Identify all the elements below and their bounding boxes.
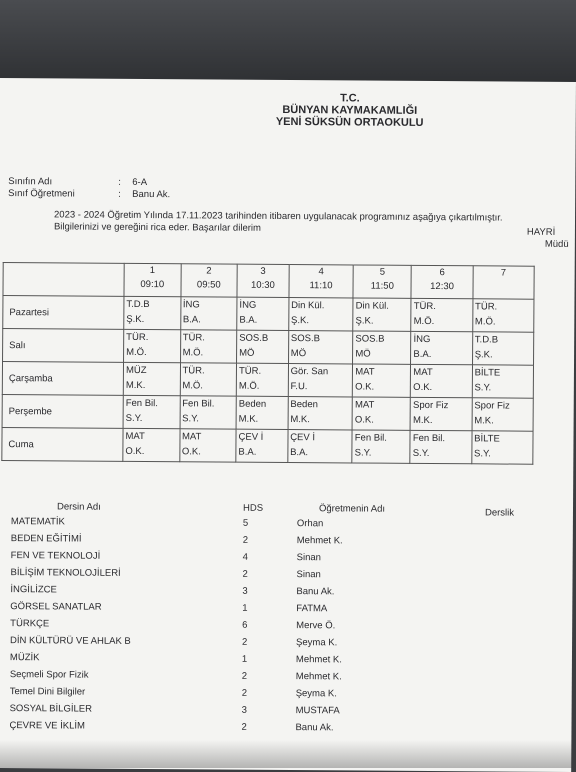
note-line-1: 2023 - 2024 Öğretim Yılında 17.11.2023 tarihinden itibaren uygulanacak programınız aşağıya çıkartılmıştır. [54,209,503,223]
subject-hours: 1 [242,654,247,665]
day-name: Cuma [2,428,123,462]
period-time: 11:10 [291,279,351,293]
lesson-teacher: M.K. [239,412,286,427]
lesson-code: T.D.B [475,332,531,347]
lesson-teacher: O.K. [355,379,408,394]
document-page [0,78,576,772]
lesson-cell [411,298,473,331]
lesson-cell [123,395,180,428]
col-hours-header: HDS [243,503,263,514]
lesson-teacher: M.K. [290,412,350,427]
header-line-3: YENİ SÜKSÜN ORTAOKULU [250,116,450,129]
lesson-cell [236,396,288,429]
subject-hours: 2 [243,535,248,546]
lesson-code: Fen Bil. [182,396,234,411]
lesson-code: MAT [125,429,177,444]
lesson-teacher: B.A. [238,445,285,460]
subject-row [0,720,572,741]
signer-name: HAYRİ [527,227,555,238]
lesson-cell [123,428,180,461]
lesson-teacher: Ş.K. [356,313,409,328]
lesson-cell [411,364,473,397]
class-info [8,176,147,188]
colon: : [118,177,132,188]
lesson-teacher: S.Y. [126,411,178,426]
subject-name: BEDEN EĞİTİMİ [11,533,82,544]
lesson-cell [180,396,237,429]
lesson-code: Fen Bil. [355,430,408,445]
lesson-code: TÜR. [182,363,234,378]
schedule-row [3,296,534,333]
period-number: 5 [356,265,409,279]
period-time: 09:10 [127,278,179,292]
lesson-teacher: MÖ [291,346,351,361]
lesson-code: İNG [413,332,469,347]
subject-hours: 3 [242,705,247,716]
lesson-teacher: M.K. [126,378,178,393]
period-header [353,265,411,298]
subject-name: BİLİŞİM TEKNOLOJİLERİ [11,567,121,579]
lesson-code: T.D.B [126,297,178,312]
subject-hours: 2 [242,671,247,682]
lesson-code: TÜR. [475,299,531,314]
lesson-cell [352,397,410,430]
lesson-code: Beden [239,397,286,412]
period-header [124,263,181,296]
bottom-shadow [0,740,576,768]
subject-name: ÇEVRE VE İKLİM [9,720,85,732]
lesson-cell [472,332,534,365]
day-name: Salı [3,329,124,363]
lesson-cell [411,331,473,364]
lesson-teacher: Ş.K. [126,312,178,327]
lesson-teacher: O.K. [182,444,234,459]
class-label: Sınıfın Adı [8,176,118,188]
subject-name: DİN KÜLTÜRÜ VE AHLAK B [10,635,131,647]
lesson-cell [180,330,237,363]
period-number: 4 [291,265,351,279]
lesson-code: Fen Bil. [413,431,469,446]
lesson-cell [410,430,472,463]
colon: : [118,189,132,200]
period-header [237,264,289,297]
period-time: 10:30 [240,279,287,293]
lesson-teacher: B.A. [239,313,286,328]
lesson-code: MAT [355,364,408,379]
lesson-cell [288,331,353,364]
lesson-teacher: M.K. [413,413,469,428]
period-time: 11:50 [356,279,409,293]
subject-hours: 5 [243,518,248,529]
lesson-code: SOS.B [355,331,408,346]
subject-name: MATEMATİK [11,516,65,527]
lesson-teacher: M.Ö. [182,378,234,393]
header-line-1: T.C. [250,92,450,105]
day-name: Pazartesi [3,296,124,330]
period-header [289,265,354,298]
lesson-code: BİLTE [475,365,531,380]
lesson-cell [237,297,289,330]
subject-hours: 2 [243,569,248,580]
subject-hours: 1 [242,603,247,614]
lesson-teacher: Ş.K. [475,347,531,362]
lesson-cell [124,296,181,329]
lesson-code: Fen Bil. [126,396,178,411]
lesson-teacher: B.A. [413,347,469,362]
schedule-table [1,262,534,465]
lesson-code: Beden [290,397,350,412]
subject-name: FEN VE TEKNOLOJİ [11,550,101,562]
subject-hours: 2 [242,637,247,648]
subject-teacher: FATMA [296,603,327,614]
teacher-label: Sınıf Öğretmeni [8,188,118,200]
lesson-cell [472,398,534,431]
teacher-value: Banu Ak. [132,189,170,200]
background-top [0,0,576,90]
lesson-teacher: M.K. [474,413,530,428]
lesson-code: TÜR. [239,364,286,379]
subject-hours: 2 [241,722,246,733]
period-number: 2 [183,264,235,278]
lesson-code: TÜR. [414,299,470,314]
lesson-code: TÜR. [126,330,178,345]
lesson-cell [236,363,288,396]
lesson-code: İNG [239,298,286,313]
lesson-teacher: S.Y. [355,445,408,460]
period-header [473,266,535,299]
lesson-cell [352,430,410,463]
lesson-cell [180,363,237,396]
lesson-cell [410,397,472,430]
subject-hours: 2 [242,688,247,699]
lesson-code: Spor Fiz [413,398,469,413]
lesson-code: MAT [355,397,408,412]
lesson-code: ÇEV İ [290,430,350,445]
lesson-teacher: M.Ö. [183,345,235,360]
lesson-cell [237,330,289,363]
document-header [250,92,450,129]
subject-teacher: Şeyma K. [296,637,337,648]
period-number: 6 [414,266,470,280]
lesson-cell [288,430,353,463]
lesson-cell [236,429,288,462]
subject-name: SOSYAL BİLGİLER [10,703,92,715]
lesson-code: Din Kül. [291,298,351,313]
lesson-cell [353,298,411,331]
subject-teacher: Orhan [297,518,323,529]
class-value: 6-A [132,177,147,188]
subject-name: MÜZİK [10,652,40,663]
lesson-cell [288,397,353,430]
lesson-teacher: S.Y. [474,446,530,461]
subject-name: Seçmeli Spor Fizik [10,669,89,681]
signer-title: Müdü [545,239,569,250]
subject-teacher: Mehmet K. [296,654,342,665]
period-time: 12:30 [414,280,470,294]
lesson-cell [353,364,411,397]
subject-name: GÖRSEL SANATLAR [10,601,101,613]
subject-hours: 6 [242,620,247,631]
lesson-code: Gör. San [291,364,351,379]
lesson-teacher: F.U. [291,379,351,394]
lesson-teacher: O.K. [125,444,177,459]
lesson-code: TÜR. [183,330,235,345]
note-line-2: Bilgilerinizi ve gereğini rica eder. Başarılar dilerim [54,221,261,233]
lesson-teacher: O.K. [413,380,469,395]
lesson-cell [288,364,353,397]
lesson-cell [180,297,237,330]
lesson-teacher: B.A. [290,445,350,460]
lesson-teacher: M.Ö. [475,314,531,329]
lesson-teacher: S.Y. [182,411,234,426]
lesson-code: ÇEV İ [238,430,285,445]
lesson-teacher: O.K. [355,412,408,427]
subject-teacher: Sinan [297,552,321,563]
period-time: 09:50 [183,278,235,292]
lesson-teacher: M.Ö. [126,345,178,360]
teacher-info [8,188,170,200]
lesson-code: MÜZ [126,363,178,378]
subject-teacher: Merve Ö. [296,620,335,631]
lesson-teacher: MÖ [239,346,286,361]
lesson-teacher: Ş.K. [291,313,351,328]
lesson-teacher: MÖ [355,346,408,361]
lesson-code: BİLTE [474,431,530,446]
schedule-row [2,362,533,399]
lesson-code: SOS.B [239,331,286,346]
lesson-code: MAT [182,429,234,444]
subject-name: İNGİLİZCE [10,584,57,595]
period-number: 3 [240,265,287,279]
period-number: 1 [127,264,179,278]
subject-name: Temel Dini Bilgiler [10,686,86,698]
subject-teacher: Şeyma K. [296,688,337,699]
subject-teacher: Banu Ak. [295,722,333,733]
subject-teacher: MUSTAFA [296,705,340,716]
lesson-code: MAT [413,365,469,380]
lesson-teacher: B.A. [183,312,235,327]
period-header [411,265,473,298]
schedule-row [2,428,533,465]
day-name: Çarşamba [2,362,123,396]
lesson-teacher: S.Y. [474,380,530,395]
lesson-code: İNG [183,297,235,312]
lesson-cell [123,362,180,395]
header-line-2: BÜNYAN KAYMAKAMLIĞI [250,104,450,117]
lesson-cell [471,431,533,464]
lesson-cell [179,429,236,462]
lesson-cell [124,329,181,362]
col-teacher-header: Öğretmenin Adı [319,503,385,514]
period-number: 7 [475,266,531,280]
lesson-cell [472,365,534,398]
subject-teacher: Mehmet K. [297,535,343,546]
lesson-teacher: M.Ö. [414,314,470,329]
schedule-row [2,395,533,432]
subject-hours: 3 [242,586,247,597]
lesson-teacher: M.Ö. [239,379,286,394]
corner-cell [3,263,124,297]
col-room-header: Derslik [485,507,514,518]
subject-name: TÜRKÇE [10,618,49,629]
lesson-code: SOS.B [291,331,351,346]
schedule-header-row [3,263,534,300]
lesson-teacher: S.Y. [413,446,469,461]
col-subject-header: Dersin Adı [57,501,101,512]
subject-hours: 4 [243,552,248,563]
day-name: Perşembe [2,395,123,429]
lesson-code: Spor Fiz [474,398,530,413]
lesson-code: Din Kül. [356,298,409,313]
subject-teacher: Banu Ak. [296,586,334,597]
lesson-cell [288,298,353,331]
period-header [180,264,237,297]
lesson-cell [353,331,411,364]
schedule-row [3,329,534,366]
subject-teacher: Sinan [297,569,321,580]
lesson-cell [472,299,534,332]
subject-teacher: Mehmet K. [296,671,342,682]
